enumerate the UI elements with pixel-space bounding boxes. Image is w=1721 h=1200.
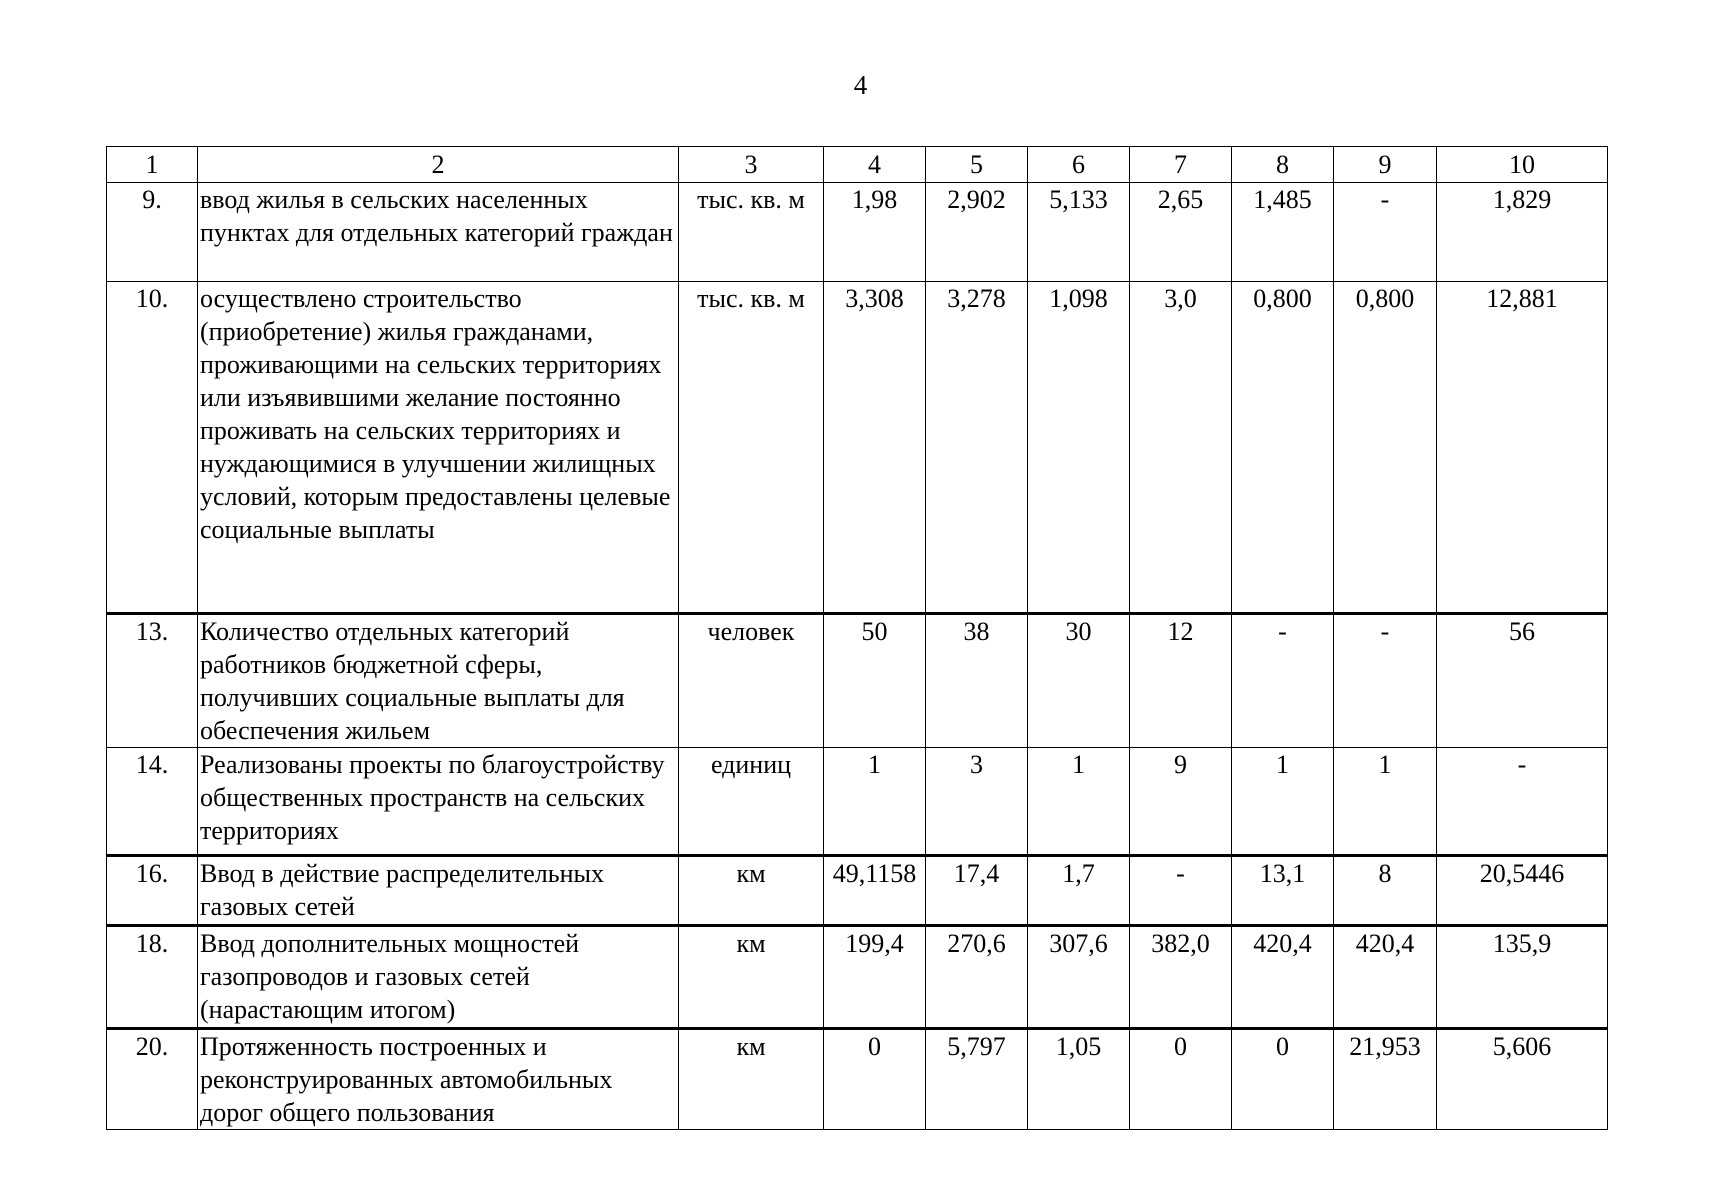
row-number: 18.: [107, 926, 198, 1029]
table-row: [107, 856, 1608, 926]
unit-cell: человек: [679, 614, 824, 748]
value-cell: -: [1334, 614, 1437, 748]
column-header: 8: [1232, 147, 1334, 183]
unit-cell: км: [679, 856, 824, 926]
indicator-name: Реализованы проекты по благоустройству общественных пространств на сельских территориях: [198, 748, 679, 856]
value-cell: 307,6: [1028, 926, 1130, 1029]
value-cell: 20,5446: [1437, 856, 1608, 926]
column-header: 7: [1130, 147, 1232, 183]
value-cell: 1,98: [824, 183, 926, 282]
unit-cell: тыс. кв. м: [679, 183, 824, 282]
indicator-name: Ввод дополнительных мощностей газопроводов и газовых сетей (нарастающим итогом): [198, 926, 679, 1029]
value-cell: -: [1437, 748, 1608, 856]
indicator-name: ввод жилья в сельских населенных пунктах для отдельных категорий граждан: [198, 183, 679, 282]
table-row: [107, 1029, 1608, 1130]
value-cell: 5,133: [1028, 183, 1130, 282]
table-row: [107, 748, 1608, 856]
value-cell: 1,829: [1437, 183, 1608, 282]
value-cell: 9: [1130, 748, 1232, 856]
value-cell: 38: [926, 614, 1028, 748]
value-cell: 13,1: [1232, 856, 1334, 926]
value-cell: 0,800: [1334, 282, 1437, 614]
column-header: 1: [107, 147, 198, 183]
unit-cell: единиц: [679, 748, 824, 856]
indicator-name: Протяженность построенных и реконструированных автомобильных дорог общего пользования: [198, 1029, 679, 1130]
indicator-name: Количество отдельных категорий работников бюджетной сферы, получивших социальные выплаты для обеспечения жильем: [198, 614, 679, 748]
value-cell: 1,098: [1028, 282, 1130, 614]
value-cell: 21,953: [1334, 1029, 1437, 1130]
value-cell: 12: [1130, 614, 1232, 748]
value-cell: 49,1158: [824, 856, 926, 926]
value-cell: 1: [824, 748, 926, 856]
row-number: 14.: [107, 748, 198, 856]
column-header: 9: [1334, 147, 1437, 183]
value-cell: 3,0: [1130, 282, 1232, 614]
value-cell: 56: [1437, 614, 1608, 748]
unit-cell: тыс. кв. м: [679, 282, 824, 614]
unit-cell: км: [679, 926, 824, 1029]
value-cell: 0: [1130, 1029, 1232, 1130]
value-cell: 2,902: [926, 183, 1028, 282]
column-header: 10: [1437, 147, 1608, 183]
indicator-name: Ввод в действие распределительных газовых сетей: [198, 856, 679, 926]
value-cell: 5,797: [926, 1029, 1028, 1130]
value-cell: 5,606: [1437, 1029, 1608, 1130]
value-cell: 135,9: [1437, 926, 1608, 1029]
row-number: 10.: [107, 282, 198, 614]
row-number: 13.: [107, 614, 198, 748]
value-cell: 1: [1028, 748, 1130, 856]
value-cell: 17,4: [926, 856, 1028, 926]
value-cell: 1,7: [1028, 856, 1130, 926]
value-cell: 50: [824, 614, 926, 748]
column-header: 4: [824, 147, 926, 183]
value-cell: 270,6: [926, 926, 1028, 1029]
table-row: [107, 282, 1608, 614]
value-cell: 420,4: [1334, 926, 1437, 1029]
row-number: 20.: [107, 1029, 198, 1130]
page-number: 4: [853, 70, 868, 100]
value-cell: 1,485: [1232, 183, 1334, 282]
table-row: [107, 183, 1608, 282]
row-number: 16.: [107, 856, 198, 926]
value-cell: 0: [824, 1029, 926, 1130]
table-row: [107, 926, 1608, 1029]
value-cell: 1: [1232, 748, 1334, 856]
value-cell: 0,800: [1232, 282, 1334, 614]
indicators-table: [106, 146, 1608, 1130]
value-cell: 420,4: [1232, 926, 1334, 1029]
value-cell: -: [1130, 856, 1232, 926]
value-cell: 3: [926, 748, 1028, 856]
row-number: 9.: [107, 183, 198, 282]
value-cell: 30: [1028, 614, 1130, 748]
value-cell: 2,65: [1130, 183, 1232, 282]
column-header: 3: [679, 147, 824, 183]
value-cell: 1,05: [1028, 1029, 1130, 1130]
indicator-name: осуществлено строительство (приобретение) жилья гражданами, проживающими на сельских территориях или изъявившими желание постоянно проживать на сельских территориях и нуждающимися в улучшении жилищных условий, которым предоставлены целевые социальные выплаты: [198, 282, 679, 614]
column-header: 2: [198, 147, 679, 183]
value-cell: 382,0: [1130, 926, 1232, 1029]
value-cell: 3,278: [926, 282, 1028, 614]
column-header: 5: [926, 147, 1028, 183]
value-cell: -: [1334, 183, 1437, 282]
value-cell: 199,4: [824, 926, 926, 1029]
value-cell: 0: [1232, 1029, 1334, 1130]
value-cell: 8: [1334, 856, 1437, 926]
unit-cell: км: [679, 1029, 824, 1130]
value-cell: 3,308: [824, 282, 926, 614]
value-cell: -: [1232, 614, 1334, 748]
value-cell: 12,881: [1437, 282, 1608, 614]
value-cell: 1: [1334, 748, 1437, 856]
table-header-row: [107, 147, 1608, 183]
column-header: 6: [1028, 147, 1130, 183]
table-row: [107, 614, 1608, 748]
